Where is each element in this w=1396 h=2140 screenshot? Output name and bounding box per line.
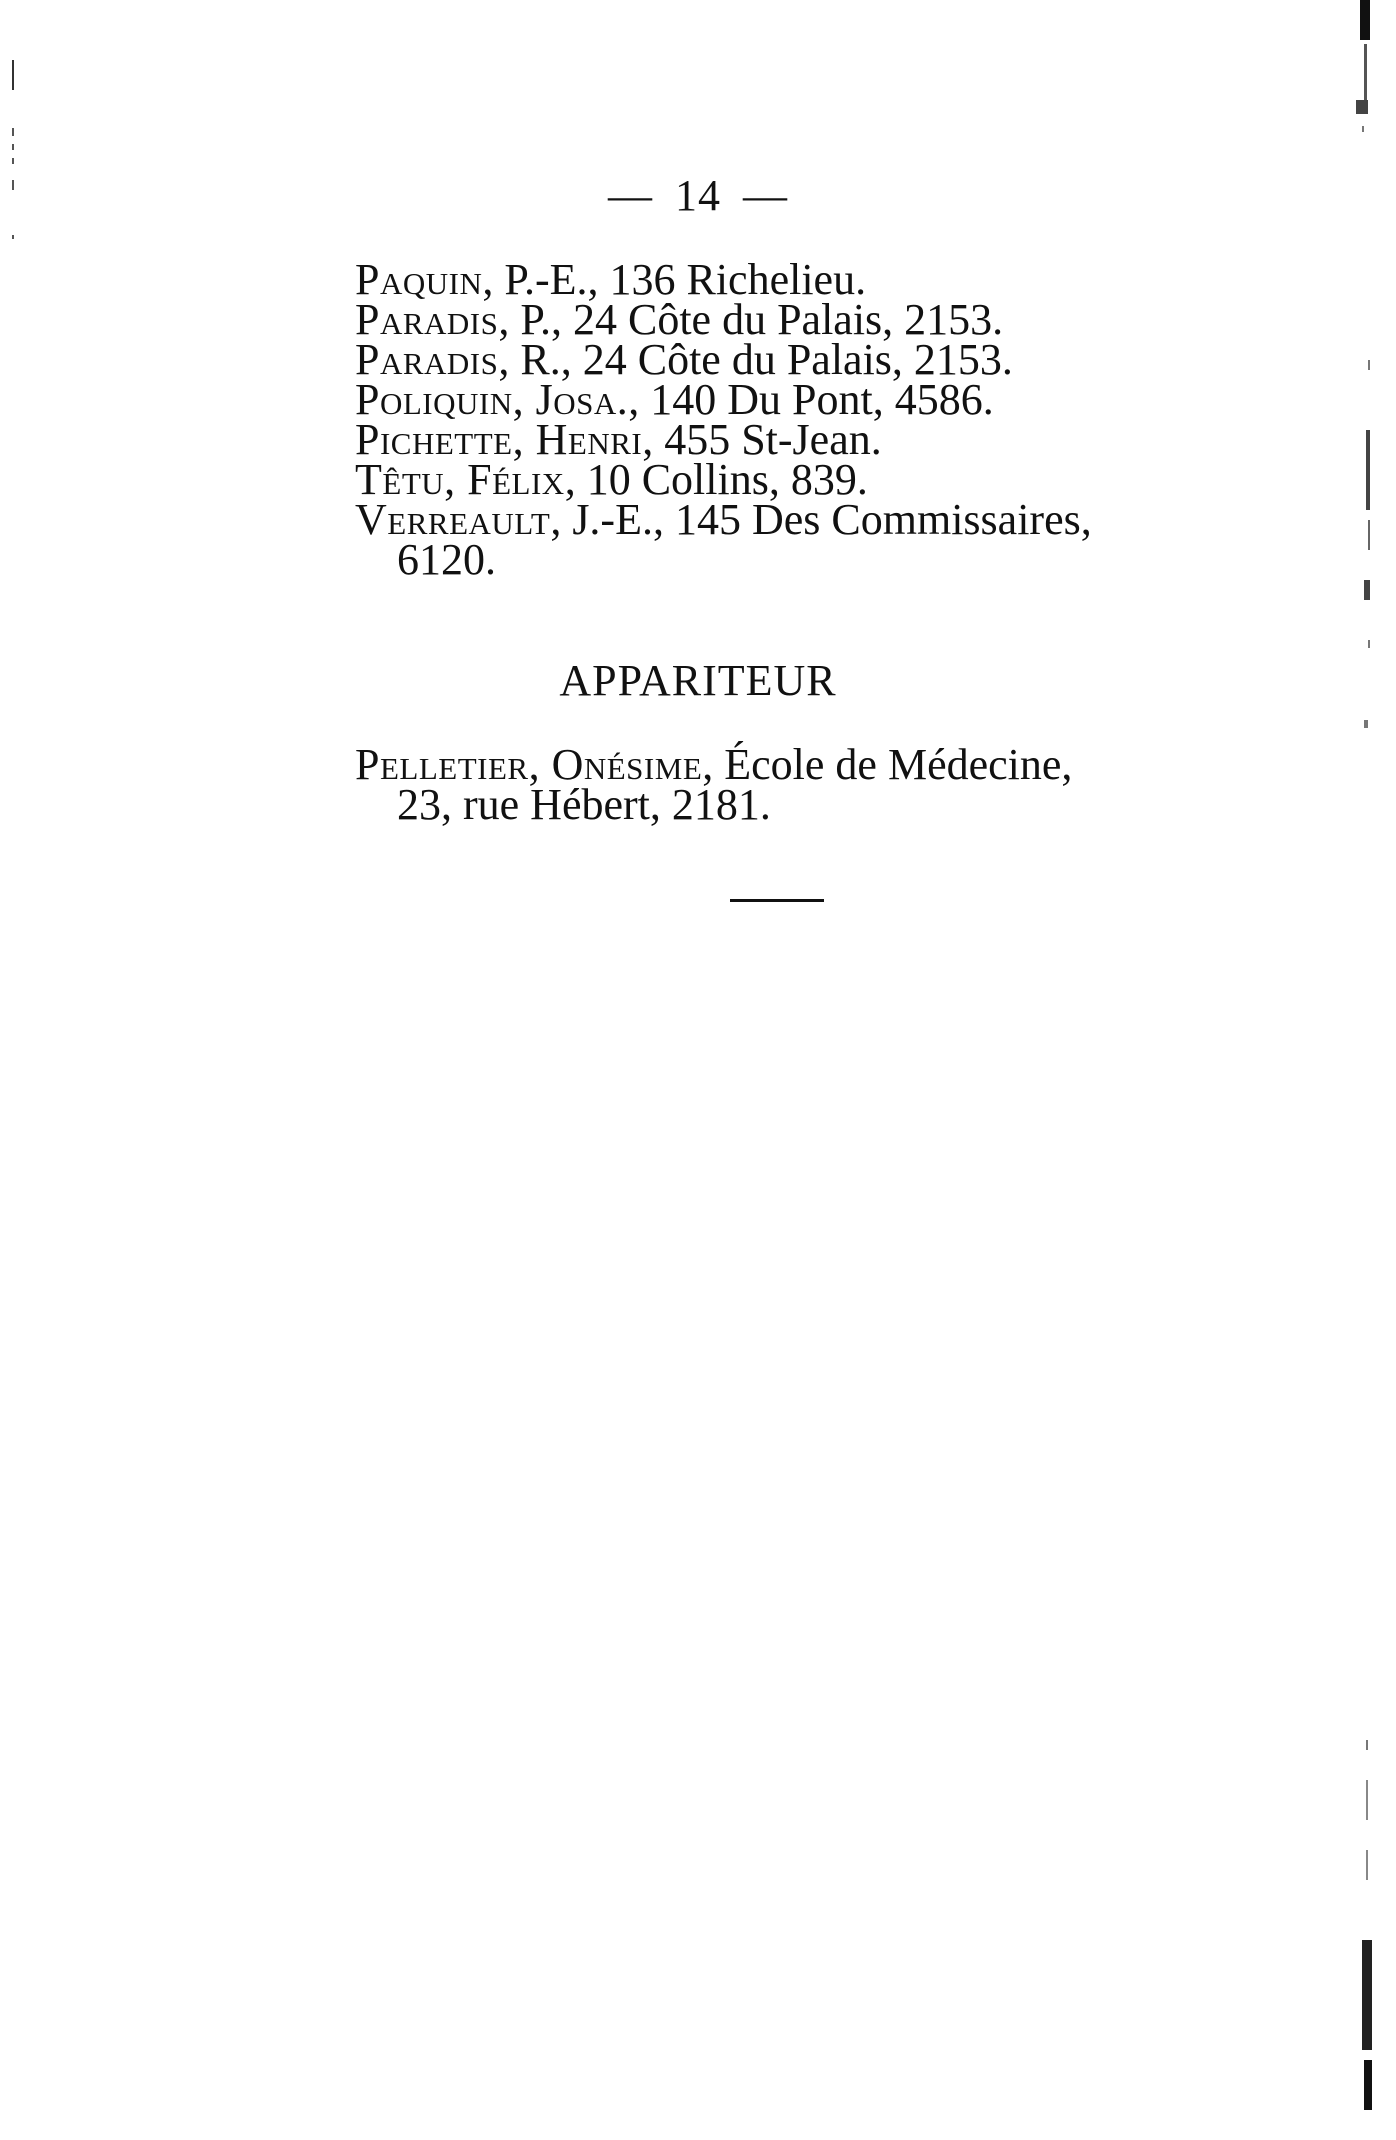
scan-artifact-bottom-right (1306, 1720, 1396, 2140)
page-number-dash-right: — (743, 171, 788, 220)
directory-entry (355, 740, 1255, 789)
scan-artifact-top-right (1306, 0, 1396, 150)
entry-details: , 10 Collins, 839. (564, 455, 868, 504)
entry-continuation: 6120. (397, 535, 496, 584)
entry-name: Pichette, Henri (355, 415, 643, 464)
entry-details: , J.-E., 145 Des Commissaires, (550, 495, 1092, 544)
entry-name: Pelletier, Onésime (355, 740, 703, 789)
directory-entries (355, 255, 1255, 584)
entry-name: Têtu, Félix (355, 455, 565, 504)
entry-details: , P.-E., 136 Richelieu. (482, 255, 867, 304)
entry-details: , 140 Du Pont, 4586. (628, 375, 994, 424)
page-number (0, 170, 1396, 221)
directory-entry (355, 495, 1255, 544)
entry-details: , École de Médecine, (702, 740, 1073, 789)
scan-artifact-left (0, 40, 40, 260)
directory-entry (355, 455, 1255, 504)
directory-entry (355, 295, 1255, 344)
entry-name: Paquin (355, 255, 483, 304)
appariteur-entry (355, 740, 1255, 829)
entry-name: Paradis (355, 295, 499, 344)
section-heading: APPARITEUR (559, 656, 837, 705)
entry-name: Paradis (355, 335, 499, 384)
page-number-dash-left: — (608, 171, 653, 220)
entry-name: Poliquin, Josa. (355, 375, 629, 424)
directory-entry (355, 255, 1255, 304)
entry-details: , R., 24 Côte du Palais, 2153. (498, 335, 1013, 384)
directory-entry (355, 375, 1255, 424)
entry-name: Verreault (355, 495, 551, 544)
entry-continuation: 23, rue Hébert, 2181. (397, 780, 771, 829)
entry-details: , 455 St-Jean. (642, 415, 882, 464)
directory-entry (355, 335, 1255, 384)
page-number-value: 14 (675, 171, 721, 220)
end-rule (730, 899, 824, 902)
directory-entry (355, 415, 1255, 464)
entry-details: , P., 24 Côte du Palais, 2153. (498, 295, 1004, 344)
